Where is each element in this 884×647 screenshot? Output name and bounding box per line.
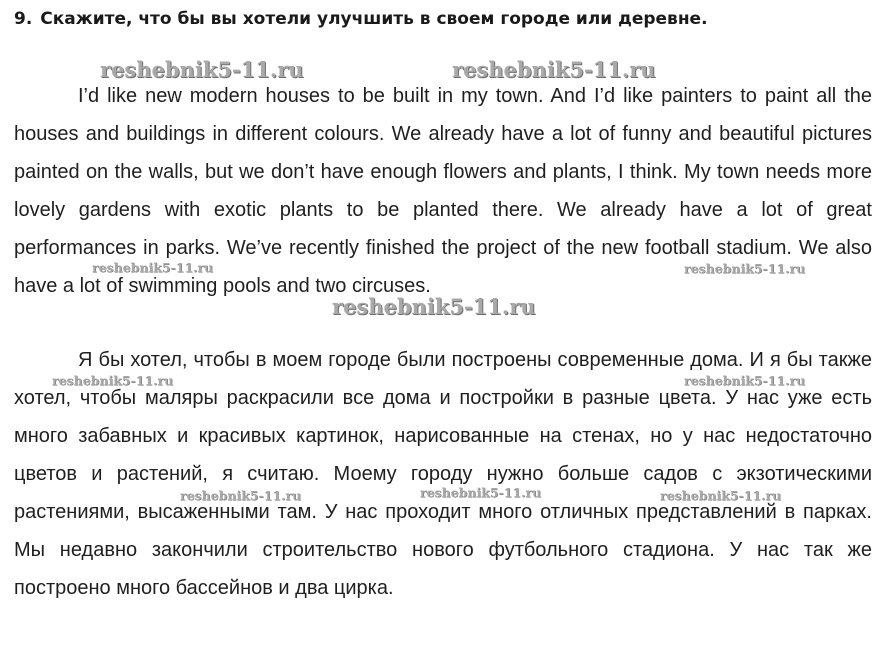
watermark: reshebnik5-11.ru: [180, 488, 302, 503]
task-text: Скажите, что бы вы хотели улучшить в своем городе или деревне.: [40, 9, 708, 29]
english-answer-paragraph: I’d like new modern houses to be built in my town. And I’d like painters to paint all the houses and buildings in different colours. We already have a lot of funny and beautiful pictures painted on the walls, but we don’t have enough flowers and plants, I think. My town needs more lovely gardens with exotic plants to be planted there. We already have a lot of great performances in parks. We’ve recently finished the project of the new football stadium. We also have a lot of swimming pools and two circuses.: [14, 85, 872, 297]
watermark: reshebnik5-11.ru: [332, 294, 536, 319]
task-number: 9.: [14, 9, 33, 29]
watermark: reshebnik5-11.ru: [420, 485, 542, 500]
watermark: reshebnik5-11.ru: [452, 57, 656, 82]
watermark: reshebnik5-11.ru: [92, 260, 214, 275]
watermark: reshebnik5-11.ru: [52, 373, 174, 388]
task-heading: [14, 8, 874, 30]
watermark: reshebnik5-11.ru: [684, 373, 806, 388]
watermark: reshebnik5-11.ru: [660, 488, 782, 503]
watermark: reshebnik5-11.ru: [684, 261, 806, 276]
russian-translation-paragraph: Я бы хотел, чтобы в моем городе были построены современные дома. И я бы также хотел, чтобы маляры раскрасили все дома и постройки в разные цвета. У нас уже есть много забавных и красивых картинок, нарисованные на стенах, но у нас недостаточно цветов и растений, я считаю. Моему городу нужно больше садов с экзотическими растениями, высаженными там. У нас проходит много отличных представлений в парках. Мы недавно закончили строительство нового футбольного стадиона. У нас так же построено много бассейнов и два цирка.: [14, 349, 872, 599]
watermark: reshebnik5-11.ru: [100, 57, 304, 82]
